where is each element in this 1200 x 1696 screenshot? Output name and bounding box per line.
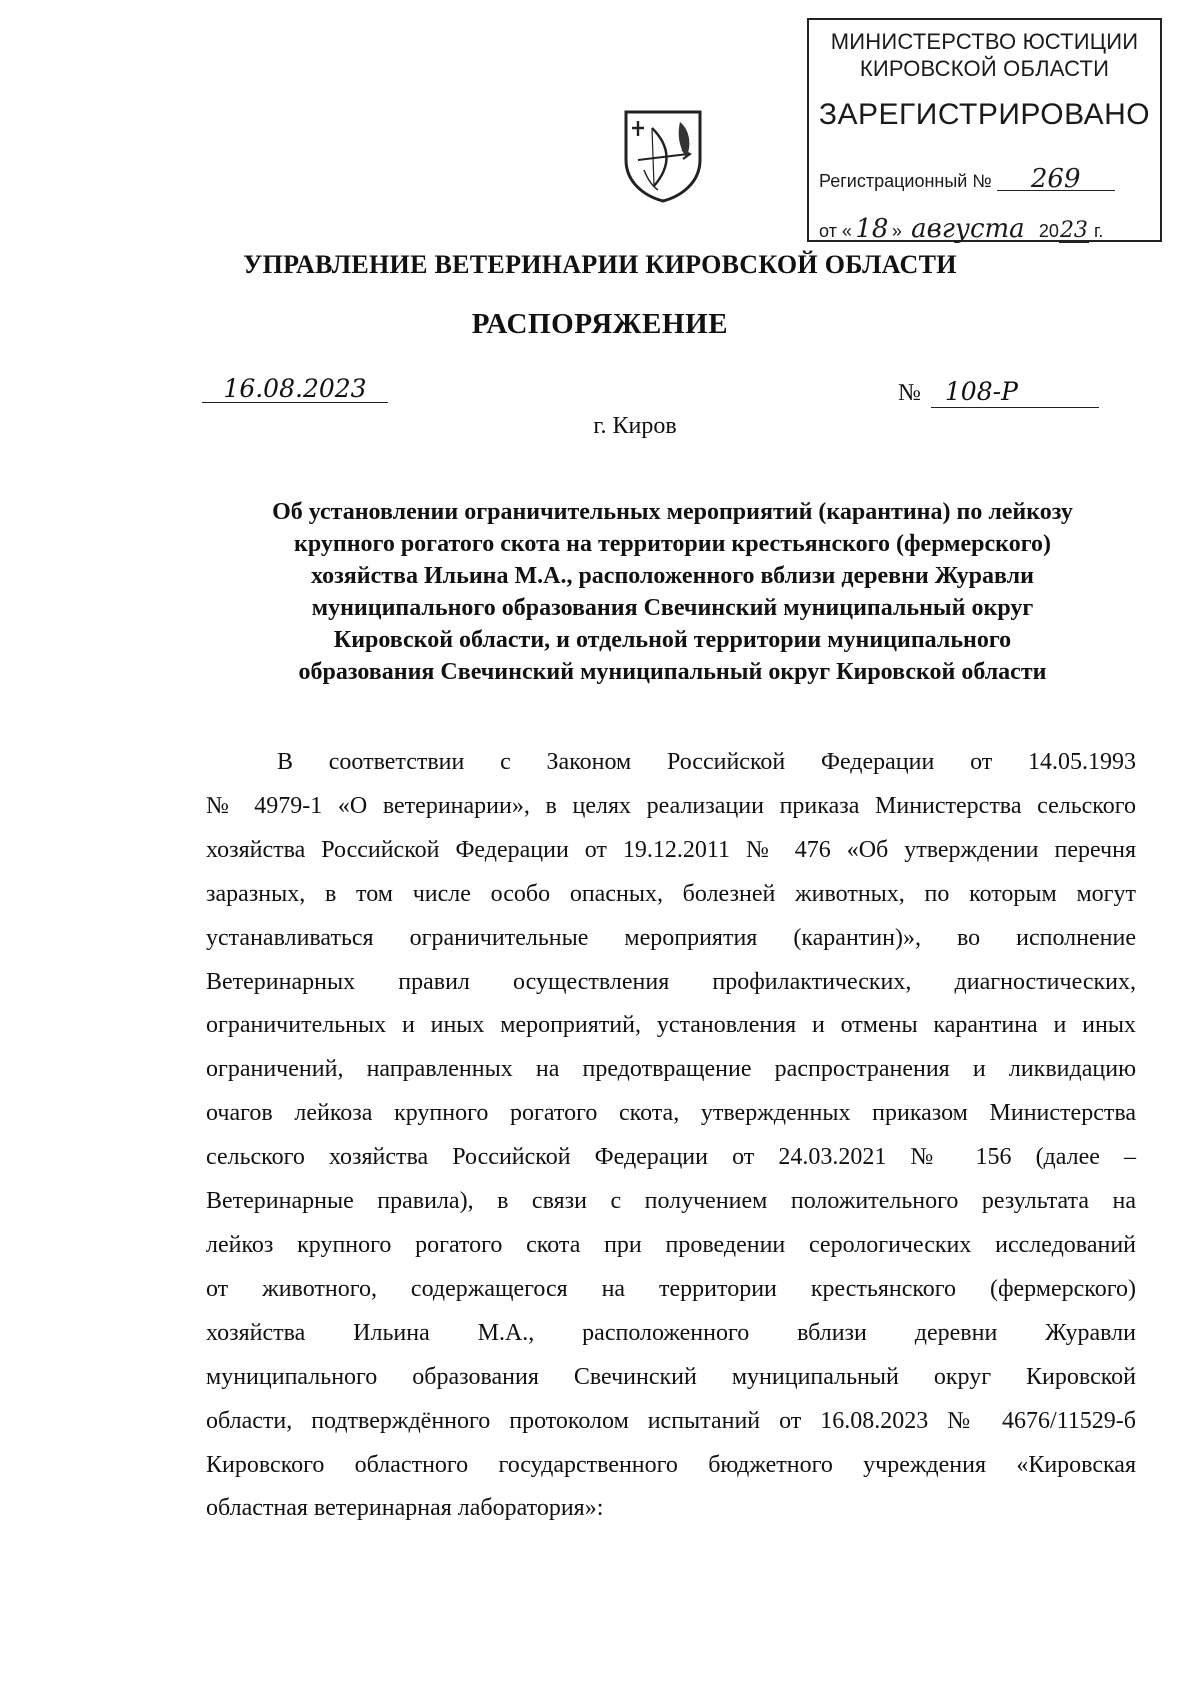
- stamp-year-prefix: 20: [1038, 221, 1059, 241]
- coat-of-arms-icon: [622, 108, 704, 204]
- body-line: лейкоз крупного рогатого скота при проведении серологических исследований: [206, 1231, 1136, 1258]
- body-line: областная ветеринарная лаборатория»:: [206, 1495, 604, 1522]
- body-line: хозяйства Ильина М.А., расположенного вблизи деревни Журавли: [206, 1319, 1136, 1346]
- document-type: РАСПОРЯЖЕНИЕ: [471, 308, 729, 340]
- number-value: 108-Р: [944, 377, 1018, 406]
- body-line: В соответствии с Законом Российской Федерации от 14.05.1993: [277, 749, 1136, 775]
- title-line: крупного рогатого скота на территории крестьянского (фермерского): [294, 531, 1051, 557]
- stamp-date-from: от «: [819, 221, 852, 241]
- stamp-date-mid: »: [891, 221, 902, 241]
- stamp-month: августа: [902, 218, 1034, 241]
- registration-stamp: [807, 18, 1162, 242]
- stamp-reg-number: 269: [997, 168, 1115, 191]
- title-line: хозяйства Ильина М.А., расположенного вблизи деревни Журавли: [311, 563, 1034, 589]
- body-line: Ветеринарные правила), в связи с получением положительного результата на: [206, 1188, 1136, 1215]
- body-line: ограничений, направленных на предотвращение распространения и ликвидацию: [206, 1056, 1136, 1083]
- stamp-year-suffix: 23: [1059, 218, 1088, 243]
- body-line: муниципального образования Свечинский муниципальный округ Кировской: [206, 1363, 1136, 1390]
- document-date: [202, 374, 388, 403]
- stamp-ministry: МИНИСТЕРСТВО ЮСТИЦИИ: [830, 29, 1139, 54]
- organization-name: УПРАВЛЕНИЕ ВЕТЕРИНАРИИ КИРОВСКОЙ ОБЛАСТИ: [243, 250, 957, 279]
- stamp-reg-label: Регистрационный №: [819, 171, 992, 191]
- stamp-region: КИРОВСКОЙ ОБЛАСТИ: [859, 56, 1110, 81]
- body-line: сельского хозяйства Российской Федерации от 24.03.2021 № 156 (далее –: [206, 1144, 1136, 1171]
- title-line: Кировской области, и отдельной территории муниципального: [333, 627, 1012, 653]
- body-line: устанавливаться ограничительные мероприятия (карантин)», во исполнение: [206, 924, 1136, 951]
- body-line: Кировского областного государственного бюджетного учреждения «Кировская: [206, 1451, 1136, 1478]
- stamp-date-row: [819, 214, 1104, 244]
- body-line: № 4979-1 «О ветеринарии», в целях реализации приказа Министерства сельского: [206, 792, 1136, 819]
- stamp-reg-row: [819, 164, 1115, 194]
- document-date-value: 16.08.2023: [223, 374, 367, 403]
- stamp-day: 18: [852, 218, 892, 241]
- stamp-status: ЗАРЕГИСТРИРОВАНО: [818, 98, 1151, 131]
- title-line: муниципального образования Свечинский муниципальный округ: [311, 595, 1034, 621]
- document-body: [206, 741, 1136, 1531]
- document-title: [190, 496, 1155, 688]
- body-line: области, подтверждённого протоколом испытаний от 16.08.2023 № 4676/11529-б: [206, 1407, 1136, 1434]
- title-line: образования Свечинский муниципальный округ Кировской области: [298, 659, 1047, 685]
- number-label: №: [898, 380, 921, 406]
- document-number: [898, 377, 1099, 408]
- body-line: от животного, содержащегося на территории крестьянского (фермерского): [206, 1275, 1136, 1302]
- body-line: ограничительных и иных мероприятий, установления и отмены карантина и иных: [206, 1012, 1136, 1039]
- number-field: [931, 377, 1099, 408]
- body-line: очагов лейкоза крупного рогатого скота, утвержденных приказом Министерства: [206, 1100, 1136, 1127]
- body-line: Ветеринарных правил осуществления профилактических, диагностических,: [206, 968, 1136, 995]
- stamp-year-end: г.: [1093, 221, 1104, 241]
- city: г. Киров: [593, 413, 677, 439]
- title-line: Об установлении ограничительных мероприятий (карантина) по лейкозу: [272, 499, 1073, 525]
- body-line: хозяйства Российской Федерации от 19.12.2011 № 476 «Об утверждении перечня: [206, 836, 1136, 863]
- body-line: заразных, в том числе особо опасных, болезней животных, по которым могут: [206, 880, 1136, 907]
